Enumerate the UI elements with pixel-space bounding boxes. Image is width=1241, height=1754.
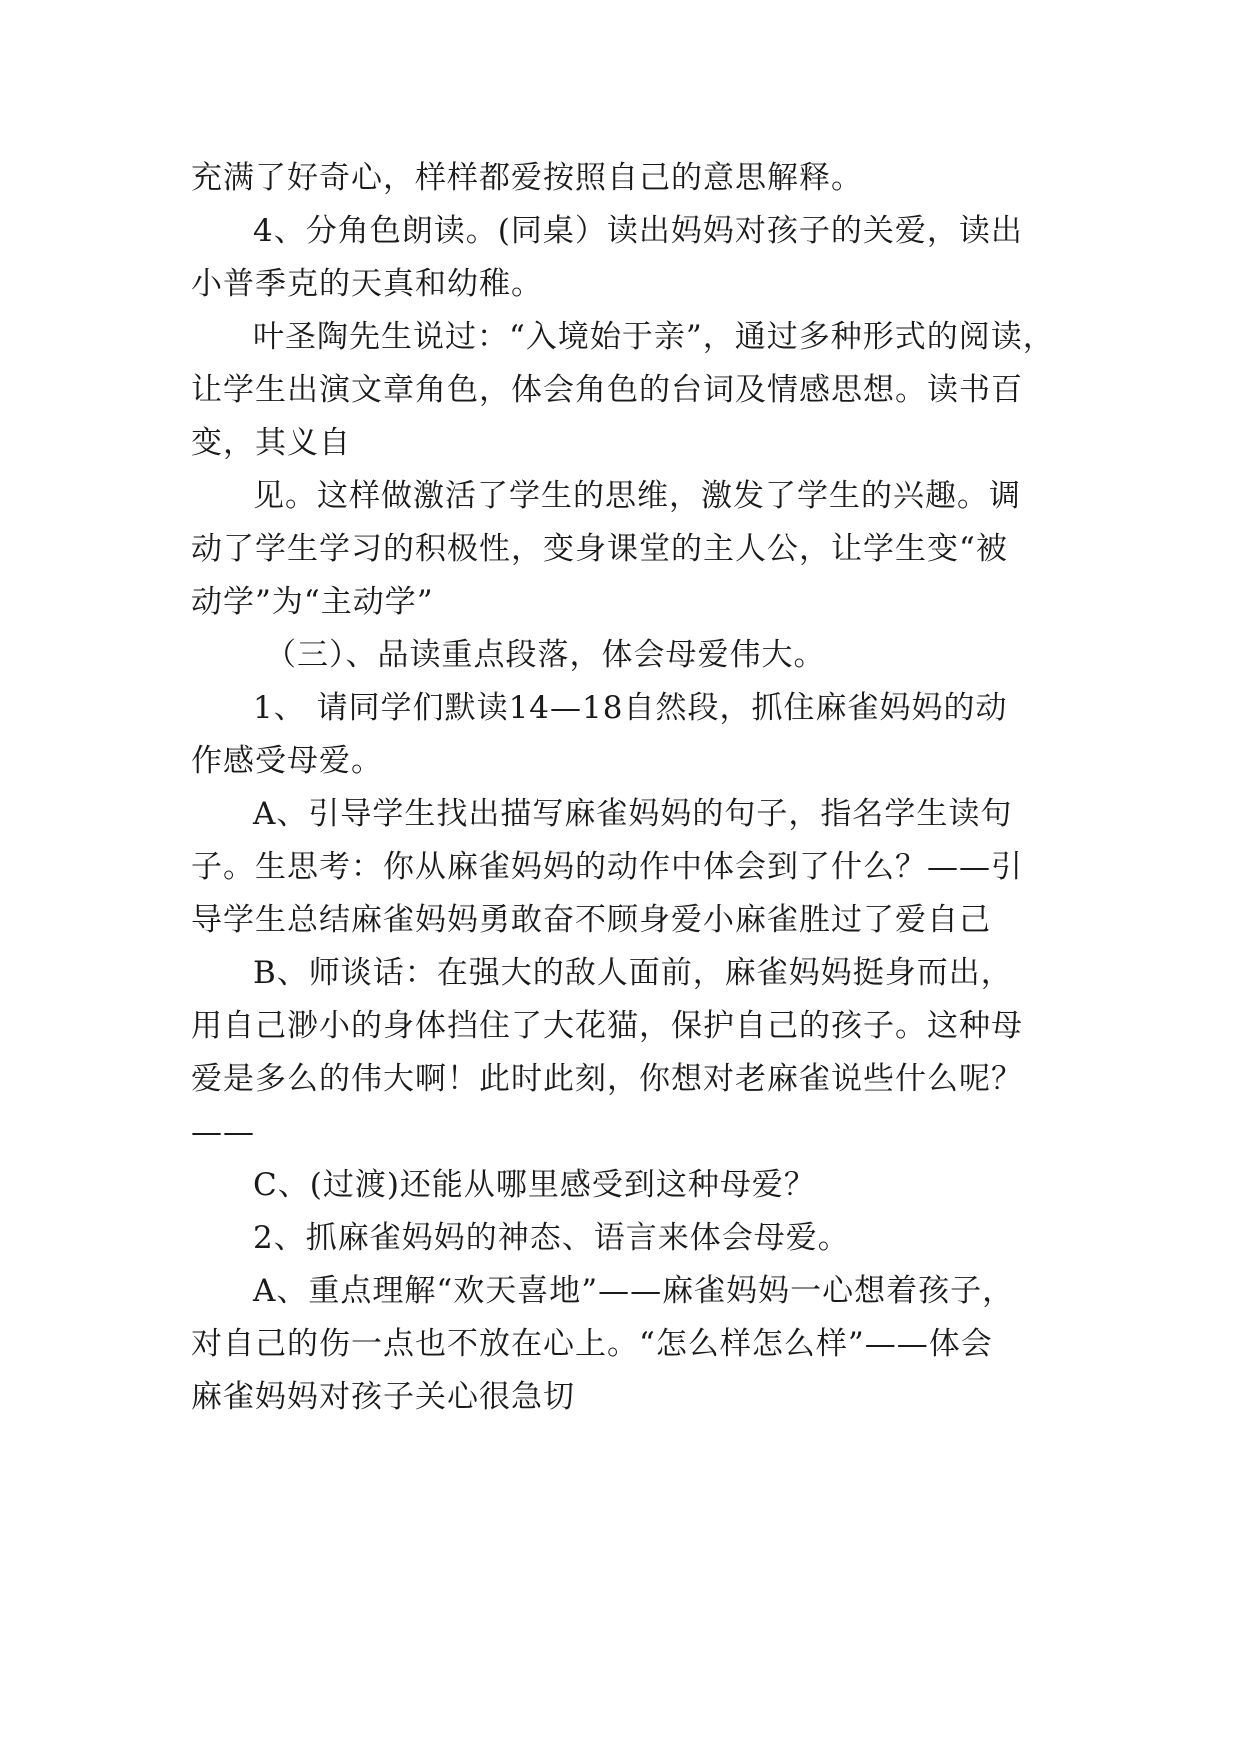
paragraph-line: 1、 请同学们默读14—18自然段，抓住麻雀妈妈的动 bbox=[253, 690, 1008, 726]
paragraph-line: —— bbox=[191, 1114, 255, 1150]
paragraph-line: A、重点理解“欢天喜地”——麻雀妈妈一心想着孩子， bbox=[253, 1273, 1015, 1309]
paragraph-line: 子。生思考：你从麻雀妈妈的动作中体会到了什么？——引 bbox=[191, 849, 1023, 885]
paragraph-line: A、引导学生找出描写麻雀妈妈的句子，指名学生读句 bbox=[253, 796, 1013, 832]
paragraph-line: 用自己渺小的身体挡住了大花猫，保护自己的孩子。这种母 bbox=[191, 1008, 1023, 1044]
paragraph-line: 见。这样做激活了学生的思维，激发了学生的兴趣。调 bbox=[253, 478, 1021, 514]
paragraph-line: 动了学生学习的积极性，变身课堂的主人公，让学生变“被 bbox=[191, 531, 1008, 567]
paragraph-line: 2、抓麻雀妈妈的神态、语言来体会母爱。 bbox=[253, 1220, 850, 1256]
paragraph-line: 作感受母爱。 bbox=[191, 743, 383, 779]
paragraph-line: 麻雀妈妈对孩子关心很急切 bbox=[191, 1379, 575, 1415]
paragraph-line: 动学”为“主动学” bbox=[191, 584, 434, 620]
paragraph-line: 小普季克的天真和幼稚。 bbox=[191, 266, 543, 302]
paragraph-line: 充满了好奇心，样样都爱按照自己的意思解释。 bbox=[191, 160, 863, 196]
paragraph-line: B、师谈话：在强大的敌人面前，麻雀妈妈挺身而出， bbox=[253, 955, 1013, 991]
paragraph-line: 4、分角色朗读。(同桌）读出妈妈对孩子的关爱，读出 bbox=[253, 213, 1023, 249]
section-heading: （三）、品读重点段落，体会母爱伟大。 bbox=[265, 637, 826, 673]
paragraph-line: 让学生出演文章角色，体会角色的台词及情感思想。读书百 bbox=[191, 372, 1023, 408]
paragraph-line: 导学生总结麻雀妈妈勇敢奋不顾身爱小麻雀胜过了爱自己 bbox=[191, 902, 991, 938]
paragraph-line: 变，其义自 bbox=[191, 425, 351, 461]
paragraph-line: 叶圣陶先生说过：“入境始于亲”，通过多种形式的阅读， bbox=[253, 319, 1055, 355]
paragraph-line: 爱是多么的伟大啊！此时此刻，你想对老麻雀说些什么呢？ bbox=[191, 1061, 1023, 1097]
paragraph-line: C、(过渡)还能从哪里感受到这种母爱？ bbox=[253, 1167, 816, 1203]
paragraph-line: 对自己的伤一点也不放在心上。“怎么样怎么样”——体会 bbox=[191, 1326, 993, 1362]
